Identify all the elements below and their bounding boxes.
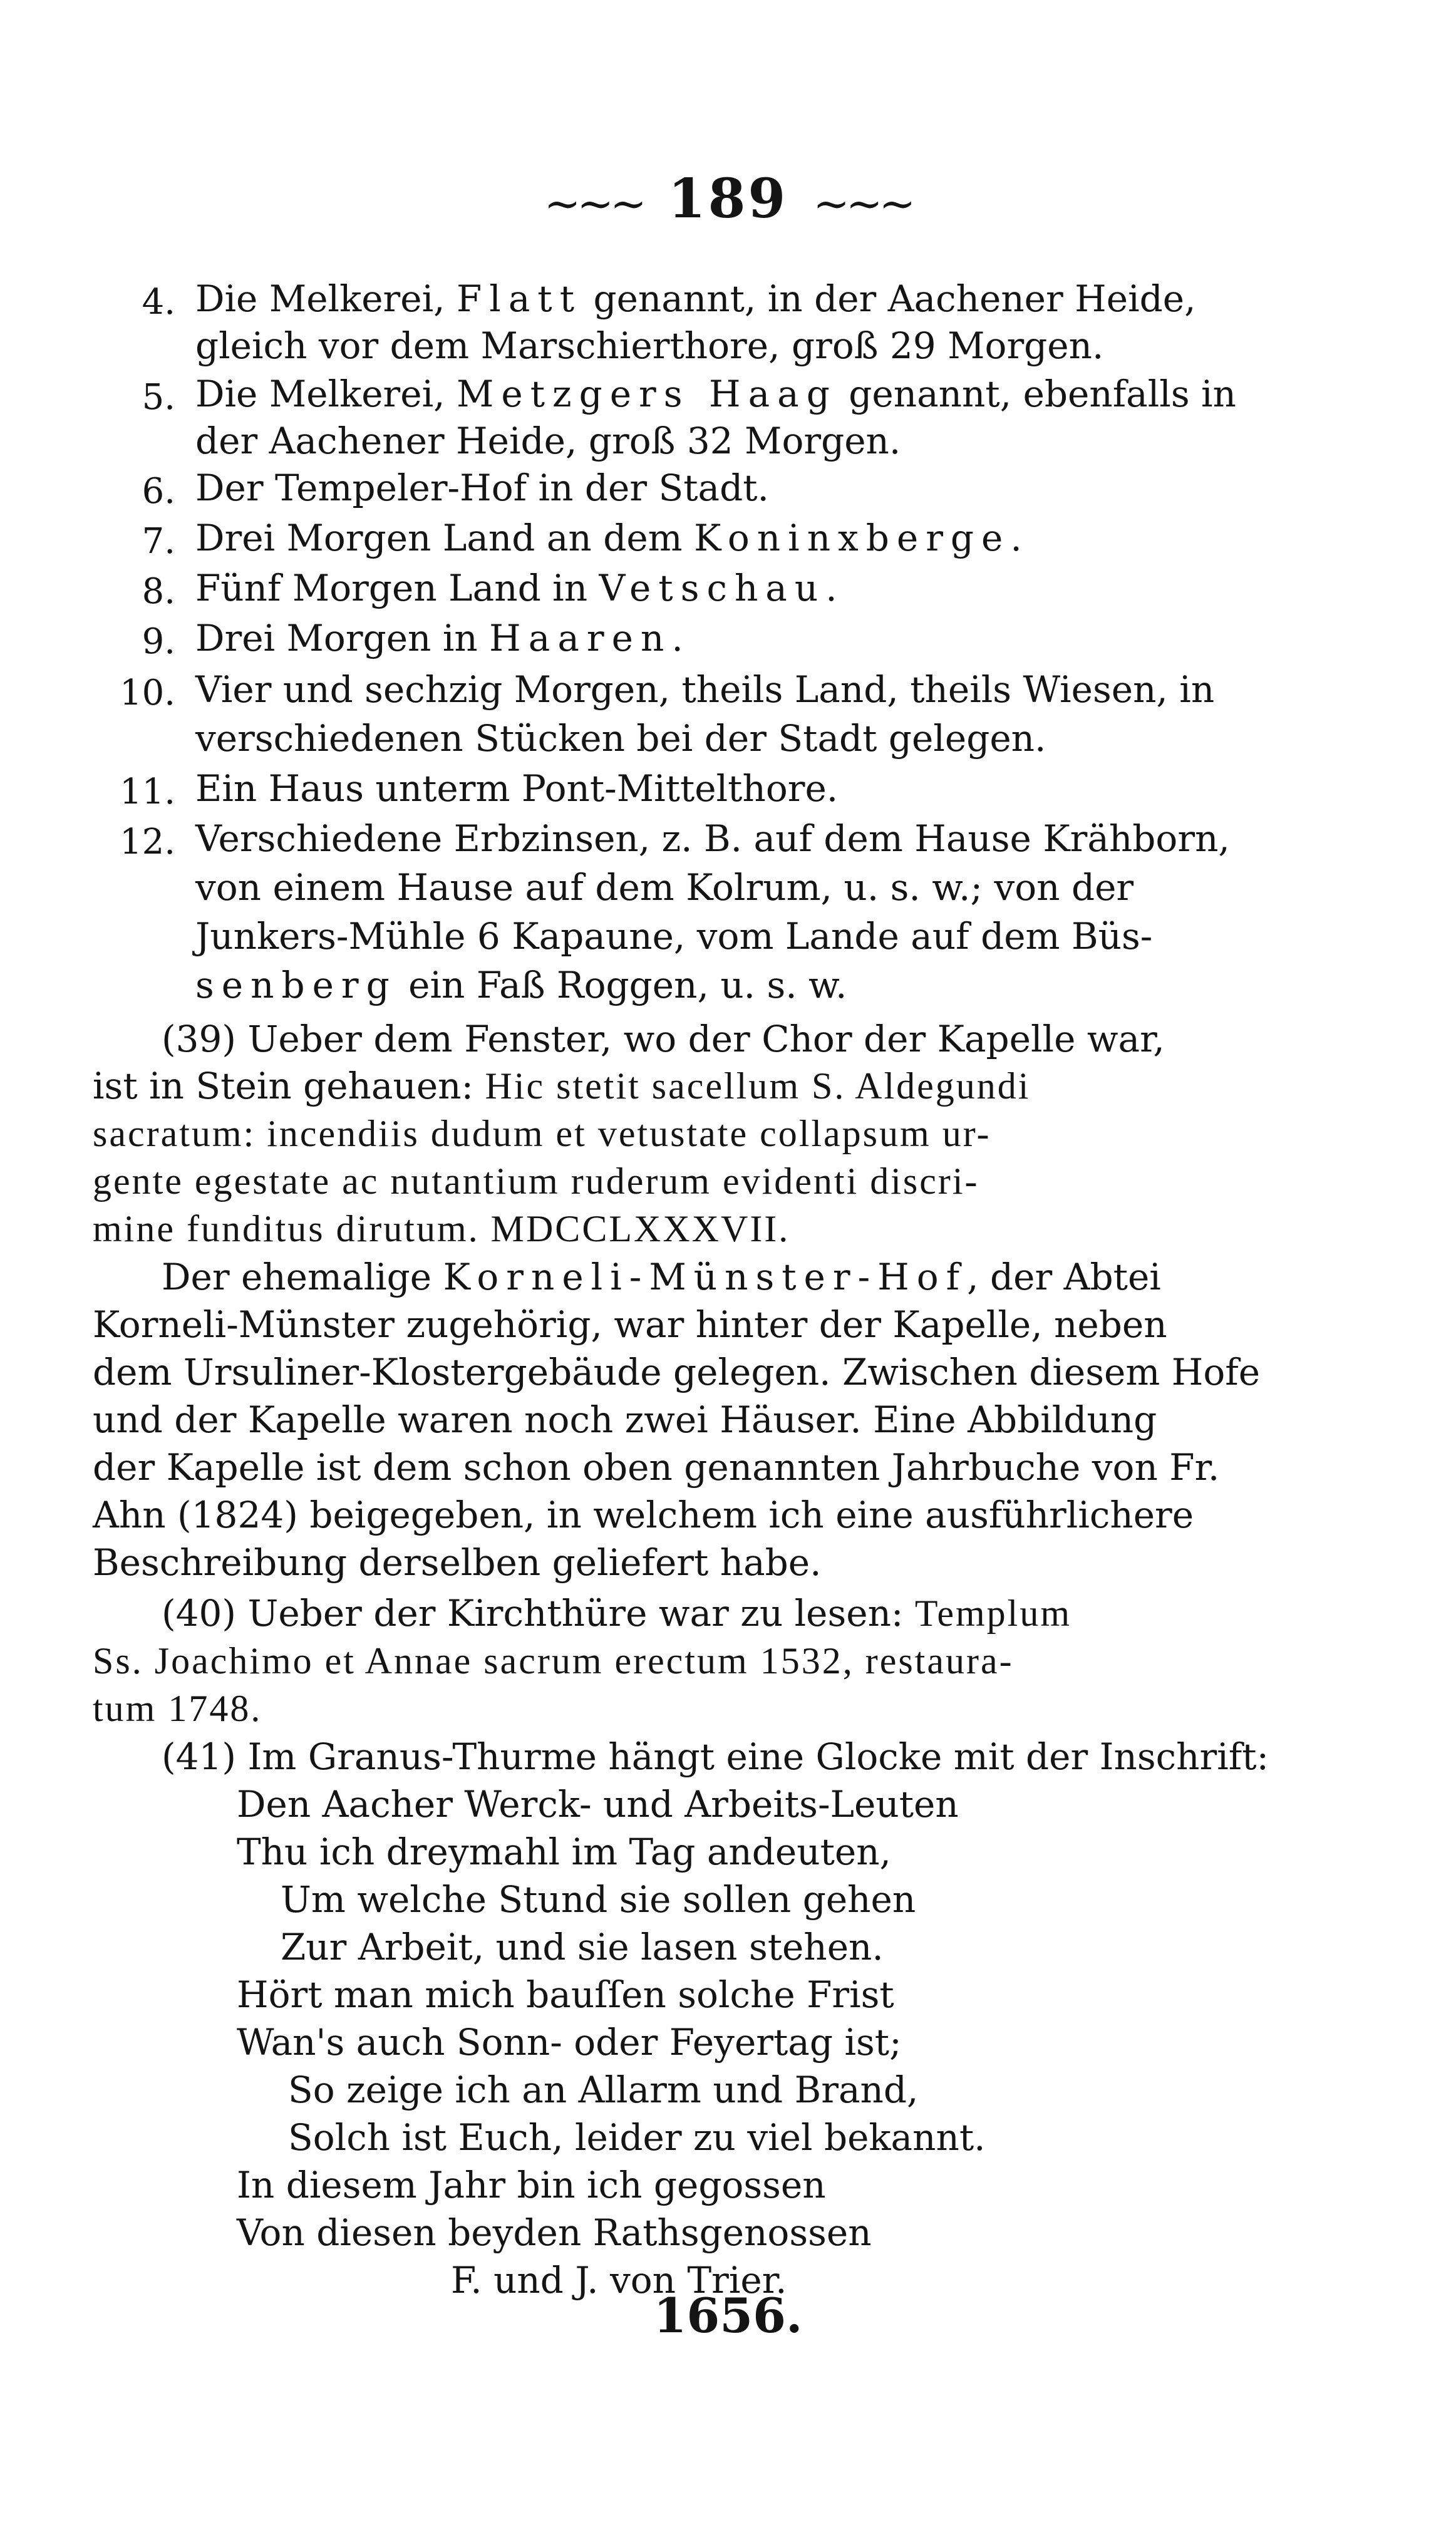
- list-number: 10.: [119, 673, 175, 713]
- verse-line: In diesem Jahr bin ich gegossen: [237, 2164, 826, 2206]
- list-line: Drei Morgen Land an dem Koninxberge.: [195, 517, 1022, 559]
- list-number: 6.: [142, 471, 175, 512]
- paragraph-line: Der ehemalige Korneli-Münster-Hof, der Abtei: [162, 1256, 1161, 1298]
- list-line: Verschiedene Erbzinsen, z. B. auf dem Hause Krähborn,: [195, 817, 1230, 860]
- verse-line: Den Aacher Werck- und Arbeits-Leuten: [237, 1783, 959, 1826]
- list-line: von einem Hause auf dem Kolrum, u. s. w.; von der: [195, 866, 1134, 909]
- list-number: 4.: [142, 282, 175, 323]
- verse-signature: F. und J. von Trier.: [451, 2259, 787, 2302]
- verse-line: Zur Arbeit, und sie lasen stehen.: [281, 1926, 884, 1968]
- paragraph-line: und der Kapelle waren noch zwei Häuser. Eine Abbildung: [93, 1398, 1157, 1441]
- list-line: Fünf Morgen Land in Vetschau.: [195, 567, 837, 609]
- paragraph-line: der Kapelle ist dem schon oben genannten Jahrbuche von Fr.: [93, 1446, 1220, 1489]
- footnote-line: gente egestate ac nutantium ruderum evidenti discri-: [93, 1160, 979, 1202]
- list-line: Ein Haus unterm Pont-Mittelthore.: [195, 767, 839, 810]
- footnote-line: (41) Im Granus-Thurme hängt eine Glocke mit der Inschrift:: [162, 1735, 1269, 1778]
- list-line: Junkers-Mühle 6 Kapaune, vom Lande auf dem Büs-: [195, 915, 1153, 958]
- list-number: 8.: [142, 571, 175, 612]
- ornament-left: ~~~: [544, 177, 643, 229]
- list-line: Der Tempeler-Hof in der Stadt.: [195, 467, 769, 509]
- paragraph-line: Ahn (1824) beigegeben, in welchem ich eine ausführlichere: [93, 1494, 1194, 1536]
- verse-line: Wan's auch Sonn- oder Feyertag ist;: [237, 2021, 902, 2064]
- verse-line: So zeige ich an Allarm und Brand,: [288, 2069, 919, 2111]
- bell-year: 1656.: [653, 2288, 803, 2344]
- list-number: 11.: [119, 772, 175, 812]
- footnote-line: tum 1748.: [93, 1688, 262, 1729]
- list-line: der Aachener Heide, groß 32 Morgen.: [195, 420, 901, 462]
- list-line: verschiedenen Stücken bei der Stadt gelegen.: [195, 717, 1046, 760]
- paragraph-line: dem Ursuliner-Klostergebäude gelegen. Zwischen diesem Hofe: [93, 1351, 1261, 1393]
- footnote-line: ist in Stein gehauen: Hic stetit sacellum S. Aldegundi: [93, 1065, 1031, 1107]
- list-line: Die Melkerei, Metzgers Haag genannt, ebenfalls in: [195, 373, 1236, 415]
- list-number: 12.: [119, 822, 175, 862]
- verse-line: Hört man mich bauſſen solche Frist: [237, 1973, 894, 2016]
- verse-line: Solch ist Euch, leider zu viel bekannt.: [288, 2116, 986, 2159]
- footnote-line: (40) Ueber der Kirchthüre war zu lesen: Templum: [162, 1592, 1072, 1635]
- footnote-line: mine funditus dirutum. MDCCLXXXVII.: [93, 1208, 790, 1249]
- verse-line: Thu ich dreymahl im Tag andeuten,: [237, 1831, 891, 1873]
- list-line: gleich vor dem Marschierthore, groß 29 Morgen.: [195, 324, 1104, 367]
- list-number: 5.: [142, 377, 175, 418]
- footnote-line: Ss. Joachimo et Annae sacrum erectum 1532, restaura-: [93, 1640, 1014, 1682]
- list-line: Vier und sechzig Morgen, theils Land, theils Wiesen, in: [195, 668, 1215, 711]
- list-line: Die Melkerei, Flatt genannt, in der Aachener Heide,: [195, 277, 1196, 320]
- ornament-right: ~~~: [813, 177, 912, 229]
- page-header: [0, 167, 1456, 230]
- paragraph-line: Korneli-Münster zugehörig, war hinter der Kapelle, neben: [93, 1303, 1167, 1346]
- verse-line: Von diesen beyden Rathsgenossen: [237, 2211, 872, 2254]
- list-line: Drei Morgen in Haaren.: [195, 617, 683, 659]
- paragraph-line: Beschreibung derselben geliefert habe.: [93, 1541, 822, 1584]
- page-number: 189: [668, 167, 788, 230]
- list-line: senberg ein Faß Roggen, u. s. w.: [195, 964, 847, 1006]
- list-number: 9.: [142, 621, 175, 662]
- list-number: 7.: [142, 521, 175, 562]
- verse-line: Um welche Stund sie sollen gehen: [281, 1878, 916, 1921]
- footnote-line: sacratum: incendiis dudum et vetustate collapsum ur-: [93, 1113, 991, 1154]
- footnote-line: (39) Ueber dem Fenster, wo der Chor der Kapelle war,: [162, 1018, 1165, 1060]
